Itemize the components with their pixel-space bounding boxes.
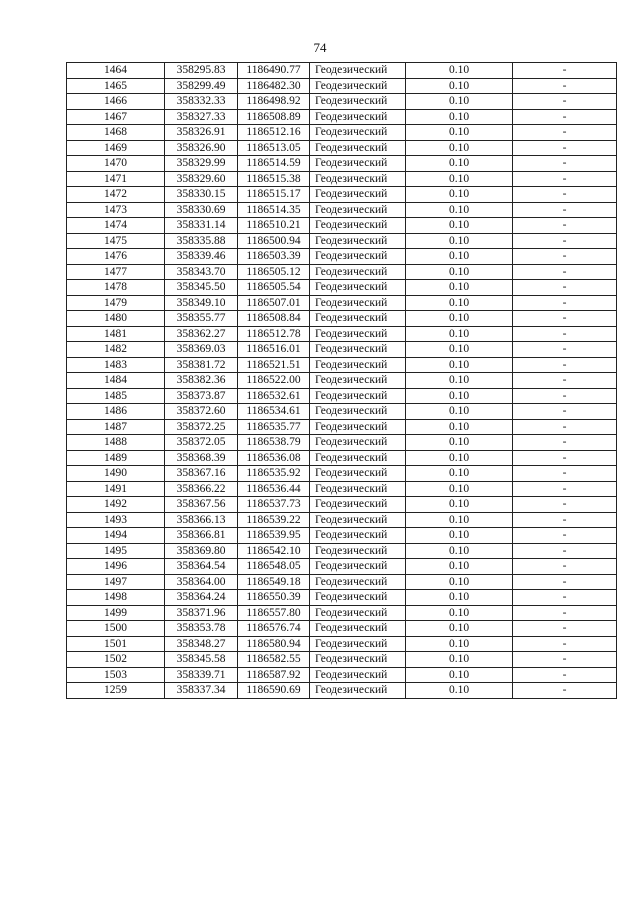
method-cell: Геодезический <box>310 249 406 265</box>
accuracy-cell: 0.10 <box>406 125 513 141</box>
description-cell: - <box>513 512 617 528</box>
point-number-cell: 1487 <box>67 419 165 435</box>
point-number-cell: 1469 <box>67 140 165 156</box>
point-number-cell: 1467 <box>67 109 165 125</box>
y-coordinate-cell: 1186587.92 <box>238 667 310 683</box>
method-cell: Геодезический <box>310 311 406 327</box>
method-cell: Геодезический <box>310 512 406 528</box>
x-coordinate-cell: 358327.33 <box>165 109 238 125</box>
table-row <box>67 202 617 218</box>
accuracy-cell: 0.10 <box>406 404 513 420</box>
table-row <box>67 140 617 156</box>
description-cell: - <box>513 435 617 451</box>
description-cell: - <box>513 466 617 482</box>
description-cell: - <box>513 311 617 327</box>
y-coordinate-cell: 1186539.95 <box>238 528 310 544</box>
point-number-cell: 1501 <box>67 636 165 652</box>
y-coordinate-cell: 1186557.80 <box>238 605 310 621</box>
description-cell: - <box>513 156 617 172</box>
method-cell: Геодезический <box>310 404 406 420</box>
x-coordinate-cell: 358366.13 <box>165 512 238 528</box>
x-coordinate-cell: 358369.03 <box>165 342 238 358</box>
y-coordinate-cell: 1186498.92 <box>238 94 310 110</box>
table-row <box>67 652 617 668</box>
x-coordinate-cell: 358373.87 <box>165 388 238 404</box>
method-cell: Геодезический <box>310 373 406 389</box>
description-cell: - <box>513 683 617 699</box>
table-row <box>67 264 617 280</box>
method-cell: Геодезический <box>310 621 406 637</box>
table-row <box>67 326 617 342</box>
description-cell: - <box>513 419 617 435</box>
accuracy-cell: 0.10 <box>406 667 513 683</box>
table-row <box>67 528 617 544</box>
y-coordinate-cell: 1186537.73 <box>238 497 310 513</box>
table-row <box>67 249 617 265</box>
table-row <box>67 388 617 404</box>
y-coordinate-cell: 1186542.10 <box>238 543 310 559</box>
table-row <box>67 125 617 141</box>
table-row <box>67 233 617 249</box>
x-coordinate-cell: 358339.71 <box>165 667 238 683</box>
method-cell: Геодезический <box>310 109 406 125</box>
method-cell: Геодезический <box>310 481 406 497</box>
point-number-cell: 1502 <box>67 652 165 668</box>
method-cell: Геодезический <box>310 171 406 187</box>
table-row <box>67 357 617 373</box>
table-row <box>67 574 617 590</box>
x-coordinate-cell: 358364.24 <box>165 590 238 606</box>
y-coordinate-cell: 1186512.16 <box>238 125 310 141</box>
point-number-cell: 1466 <box>67 94 165 110</box>
table-row <box>67 295 617 311</box>
y-coordinate-cell: 1186508.84 <box>238 311 310 327</box>
y-coordinate-cell: 1186514.59 <box>238 156 310 172</box>
accuracy-cell: 0.10 <box>406 280 513 296</box>
table-row <box>67 419 617 435</box>
description-cell: - <box>513 295 617 311</box>
point-number-cell: 1468 <box>67 125 165 141</box>
description-cell: - <box>513 373 617 389</box>
x-coordinate-cell: 358330.15 <box>165 187 238 203</box>
description-cell: - <box>513 590 617 606</box>
point-number-cell: 1486 <box>67 404 165 420</box>
accuracy-cell: 0.10 <box>406 78 513 94</box>
x-coordinate-cell: 358345.50 <box>165 280 238 296</box>
accuracy-cell: 0.10 <box>406 264 513 280</box>
table-row <box>67 218 617 234</box>
description-cell: - <box>513 636 617 652</box>
accuracy-cell: 0.10 <box>406 140 513 156</box>
point-number-cell: 1476 <box>67 249 165 265</box>
y-coordinate-cell: 1186538.79 <box>238 435 310 451</box>
x-coordinate-cell: 358355.77 <box>165 311 238 327</box>
point-number-cell: 1500 <box>67 621 165 637</box>
accuracy-cell: 0.10 <box>406 373 513 389</box>
point-number-cell: 1491 <box>67 481 165 497</box>
accuracy-cell: 0.10 <box>406 481 513 497</box>
y-coordinate-cell: 1186490.77 <box>238 63 310 79</box>
coordinates-table-body <box>67 63 617 699</box>
x-coordinate-cell: 358332.33 <box>165 94 238 110</box>
x-coordinate-cell: 358330.69 <box>165 202 238 218</box>
point-number-cell: 1485 <box>67 388 165 404</box>
table-row <box>67 466 617 482</box>
point-number-cell: 1489 <box>67 450 165 466</box>
table-row <box>67 187 617 203</box>
accuracy-cell: 0.10 <box>406 621 513 637</box>
description-cell: - <box>513 388 617 404</box>
y-coordinate-cell: 1186576.74 <box>238 621 310 637</box>
point-number-cell: 1490 <box>67 466 165 482</box>
point-number-cell: 1481 <box>67 326 165 342</box>
coordinates-table <box>66 62 617 699</box>
table-row <box>67 171 617 187</box>
y-coordinate-cell: 1186507.01 <box>238 295 310 311</box>
table-row <box>67 342 617 358</box>
x-coordinate-cell: 358371.96 <box>165 605 238 621</box>
table-row <box>67 481 617 497</box>
description-cell: - <box>513 404 617 420</box>
point-number-cell: 1483 <box>67 357 165 373</box>
y-coordinate-cell: 1186505.12 <box>238 264 310 280</box>
method-cell: Геодезический <box>310 187 406 203</box>
description-cell: - <box>513 559 617 575</box>
x-coordinate-cell: 358329.60 <box>165 171 238 187</box>
table-row <box>67 559 617 575</box>
method-cell: Геодезический <box>310 140 406 156</box>
y-coordinate-cell: 1186521.51 <box>238 357 310 373</box>
x-coordinate-cell: 358368.39 <box>165 450 238 466</box>
point-number-cell: 1497 <box>67 574 165 590</box>
description-cell: - <box>513 218 617 234</box>
accuracy-cell: 0.10 <box>406 388 513 404</box>
accuracy-cell: 0.10 <box>406 683 513 699</box>
y-coordinate-cell: 1186515.17 <box>238 187 310 203</box>
y-coordinate-cell: 1186550.39 <box>238 590 310 606</box>
table-row <box>67 78 617 94</box>
x-coordinate-cell: 358364.54 <box>165 559 238 575</box>
x-coordinate-cell: 358326.90 <box>165 140 238 156</box>
accuracy-cell: 0.10 <box>406 249 513 265</box>
point-number-cell: 1478 <box>67 280 165 296</box>
method-cell: Геодезический <box>310 357 406 373</box>
description-cell: - <box>513 264 617 280</box>
point-number-cell: 1498 <box>67 590 165 606</box>
y-coordinate-cell: 1186536.08 <box>238 450 310 466</box>
accuracy-cell: 0.10 <box>406 63 513 79</box>
point-number-cell: 1470 <box>67 156 165 172</box>
table-row <box>67 590 617 606</box>
point-number-cell: 1496 <box>67 559 165 575</box>
description-cell: - <box>513 450 617 466</box>
method-cell: Геодезический <box>310 63 406 79</box>
method-cell: Геодезический <box>310 342 406 358</box>
page-number: 74 <box>313 40 327 55</box>
x-coordinate-cell: 358326.91 <box>165 125 238 141</box>
table-row <box>67 497 617 513</box>
y-coordinate-cell: 1186535.92 <box>238 466 310 482</box>
table-row <box>67 63 617 79</box>
point-number-cell: 1477 <box>67 264 165 280</box>
x-coordinate-cell: 358353.78 <box>165 621 238 637</box>
method-cell: Геодезический <box>310 574 406 590</box>
description-cell: - <box>513 621 617 637</box>
description-cell: - <box>513 78 617 94</box>
x-coordinate-cell: 358366.22 <box>165 481 238 497</box>
y-coordinate-cell: 1186510.21 <box>238 218 310 234</box>
accuracy-cell: 0.10 <box>406 652 513 668</box>
point-number-cell: 1494 <box>67 528 165 544</box>
method-cell: Геодезический <box>310 388 406 404</box>
accuracy-cell: 0.10 <box>406 605 513 621</box>
x-coordinate-cell: 358348.27 <box>165 636 238 652</box>
point-number-cell: 1484 <box>67 373 165 389</box>
x-coordinate-cell: 358349.10 <box>165 295 238 311</box>
description-cell: - <box>513 202 617 218</box>
point-number-cell: 1472 <box>67 187 165 203</box>
description-cell: - <box>513 652 617 668</box>
point-number-cell: 1465 <box>67 78 165 94</box>
method-cell: Геодезический <box>310 590 406 606</box>
accuracy-cell: 0.10 <box>406 450 513 466</box>
y-coordinate-cell: 1186508.89 <box>238 109 310 125</box>
method-cell: Геодезический <box>310 326 406 342</box>
point-number-cell: 1480 <box>67 311 165 327</box>
description-cell: - <box>513 280 617 296</box>
accuracy-cell: 0.10 <box>406 156 513 172</box>
table-row <box>67 109 617 125</box>
description-cell: - <box>513 94 617 110</box>
y-coordinate-cell: 1186514.35 <box>238 202 310 218</box>
method-cell: Геодезический <box>310 543 406 559</box>
x-coordinate-cell: 358369.80 <box>165 543 238 559</box>
accuracy-cell: 0.10 <box>406 109 513 125</box>
method-cell: Геодезический <box>310 94 406 110</box>
point-number-cell: 1492 <box>67 497 165 513</box>
accuracy-cell: 0.10 <box>406 543 513 559</box>
y-coordinate-cell: 1186535.77 <box>238 419 310 435</box>
accuracy-cell: 0.10 <box>406 419 513 435</box>
description-cell: - <box>513 140 617 156</box>
point-number-cell: 1503 <box>67 667 165 683</box>
table-row <box>67 404 617 420</box>
x-coordinate-cell: 358329.99 <box>165 156 238 172</box>
description-cell: - <box>513 125 617 141</box>
method-cell: Геодезический <box>310 636 406 652</box>
x-coordinate-cell: 358345.58 <box>165 652 238 668</box>
y-coordinate-cell: 1186513.05 <box>238 140 310 156</box>
point-number-cell: 1493 <box>67 512 165 528</box>
point-number-cell: 1464 <box>67 63 165 79</box>
description-cell: - <box>513 233 617 249</box>
x-coordinate-cell: 358339.46 <box>165 249 238 265</box>
y-coordinate-cell: 1186515.38 <box>238 171 310 187</box>
description-cell: - <box>513 528 617 544</box>
y-coordinate-cell: 1186482.30 <box>238 78 310 94</box>
table-row <box>67 435 617 451</box>
accuracy-cell: 0.10 <box>406 311 513 327</box>
description-cell: - <box>513 497 617 513</box>
accuracy-cell: 0.10 <box>406 94 513 110</box>
accuracy-cell: 0.10 <box>406 574 513 590</box>
accuracy-cell: 0.10 <box>406 636 513 652</box>
x-coordinate-cell: 358381.72 <box>165 357 238 373</box>
description-cell: - <box>513 249 617 265</box>
point-number-cell: 1471 <box>67 171 165 187</box>
method-cell: Геодезический <box>310 652 406 668</box>
method-cell: Геодезический <box>310 559 406 575</box>
method-cell: Геодезический <box>310 202 406 218</box>
method-cell: Геодезический <box>310 605 406 621</box>
method-cell: Геодезический <box>310 233 406 249</box>
x-coordinate-cell: 358372.05 <box>165 435 238 451</box>
x-coordinate-cell: 358364.00 <box>165 574 238 590</box>
accuracy-cell: 0.10 <box>406 559 513 575</box>
accuracy-cell: 0.10 <box>406 326 513 342</box>
method-cell: Геодезический <box>310 78 406 94</box>
table-row <box>67 621 617 637</box>
x-coordinate-cell: 358343.70 <box>165 264 238 280</box>
accuracy-cell: 0.10 <box>406 466 513 482</box>
point-number-cell: 1488 <box>67 435 165 451</box>
point-number-cell: 1479 <box>67 295 165 311</box>
method-cell: Геодезический <box>310 450 406 466</box>
description-cell: - <box>513 342 617 358</box>
method-cell: Геодезический <box>310 683 406 699</box>
description-cell: - <box>513 605 617 621</box>
y-coordinate-cell: 1186512.78 <box>238 326 310 342</box>
description-cell: - <box>513 357 617 373</box>
x-coordinate-cell: 358366.81 <box>165 528 238 544</box>
table-row <box>67 667 617 683</box>
y-coordinate-cell: 1186522.00 <box>238 373 310 389</box>
method-cell: Геодезический <box>310 280 406 296</box>
accuracy-cell: 0.10 <box>406 202 513 218</box>
description-cell: - <box>513 543 617 559</box>
accuracy-cell: 0.10 <box>406 512 513 528</box>
point-number-cell: 1259 <box>67 683 165 699</box>
description-cell: - <box>513 109 617 125</box>
method-cell: Геодезический <box>310 667 406 683</box>
method-cell: Геодезический <box>310 466 406 482</box>
accuracy-cell: 0.10 <box>406 497 513 513</box>
y-coordinate-cell: 1186549.18 <box>238 574 310 590</box>
accuracy-cell: 0.10 <box>406 528 513 544</box>
table-row <box>67 450 617 466</box>
x-coordinate-cell: 358295.83 <box>165 63 238 79</box>
accuracy-cell: 0.10 <box>406 357 513 373</box>
x-coordinate-cell: 358335.88 <box>165 233 238 249</box>
accuracy-cell: 0.10 <box>406 590 513 606</box>
x-coordinate-cell: 358299.49 <box>165 78 238 94</box>
point-number-cell: 1499 <box>67 605 165 621</box>
point-number-cell: 1473 <box>67 202 165 218</box>
method-cell: Геодезический <box>310 295 406 311</box>
method-cell: Геодезический <box>310 218 406 234</box>
x-coordinate-cell: 358337.34 <box>165 683 238 699</box>
table-row <box>67 636 617 652</box>
method-cell: Геодезический <box>310 419 406 435</box>
description-cell: - <box>513 326 617 342</box>
description-cell: - <box>513 187 617 203</box>
method-cell: Геодезический <box>310 156 406 172</box>
point-number-cell: 1475 <box>67 233 165 249</box>
accuracy-cell: 0.10 <box>406 218 513 234</box>
description-cell: - <box>513 574 617 590</box>
y-coordinate-cell: 1186534.61 <box>238 404 310 420</box>
table-row <box>67 373 617 389</box>
table-row <box>67 311 617 327</box>
accuracy-cell: 0.10 <box>406 171 513 187</box>
accuracy-cell: 0.10 <box>406 342 513 358</box>
y-coordinate-cell: 1186590.69 <box>238 683 310 699</box>
table-row <box>67 94 617 110</box>
description-cell: - <box>513 63 617 79</box>
accuracy-cell: 0.10 <box>406 295 513 311</box>
y-coordinate-cell: 1186503.39 <box>238 249 310 265</box>
y-coordinate-cell: 1186539.22 <box>238 512 310 528</box>
y-coordinate-cell: 1186532.61 <box>238 388 310 404</box>
description-cell: - <box>513 667 617 683</box>
method-cell: Геодезический <box>310 264 406 280</box>
x-coordinate-cell: 358331.14 <box>165 218 238 234</box>
table-row <box>67 512 617 528</box>
x-coordinate-cell: 358372.60 <box>165 404 238 420</box>
x-coordinate-cell: 358367.56 <box>165 497 238 513</box>
x-coordinate-cell: 358382.36 <box>165 373 238 389</box>
x-coordinate-cell: 358362.27 <box>165 326 238 342</box>
method-cell: Геодезический <box>310 435 406 451</box>
y-coordinate-cell: 1186580.94 <box>238 636 310 652</box>
table-row <box>67 156 617 172</box>
description-cell: - <box>513 481 617 497</box>
x-coordinate-cell: 358372.25 <box>165 419 238 435</box>
table-row <box>67 683 617 699</box>
method-cell: Геодезический <box>310 497 406 513</box>
description-cell: - <box>513 171 617 187</box>
table-row <box>67 280 617 296</box>
table-row <box>67 605 617 621</box>
x-coordinate-cell: 358367.16 <box>165 466 238 482</box>
table-row <box>67 543 617 559</box>
accuracy-cell: 0.10 <box>406 187 513 203</box>
y-coordinate-cell: 1186516.01 <box>238 342 310 358</box>
point-number-cell: 1474 <box>67 218 165 234</box>
method-cell: Геодезический <box>310 528 406 544</box>
y-coordinate-cell: 1186548.05 <box>238 559 310 575</box>
y-coordinate-cell: 1186582.55 <box>238 652 310 668</box>
point-number-cell: 1495 <box>67 543 165 559</box>
y-coordinate-cell: 1186505.54 <box>238 280 310 296</box>
accuracy-cell: 0.10 <box>406 233 513 249</box>
point-number-cell: 1482 <box>67 342 165 358</box>
accuracy-cell: 0.10 <box>406 435 513 451</box>
method-cell: Геодезический <box>310 125 406 141</box>
y-coordinate-cell: 1186536.44 <box>238 481 310 497</box>
y-coordinate-cell: 1186500.94 <box>238 233 310 249</box>
